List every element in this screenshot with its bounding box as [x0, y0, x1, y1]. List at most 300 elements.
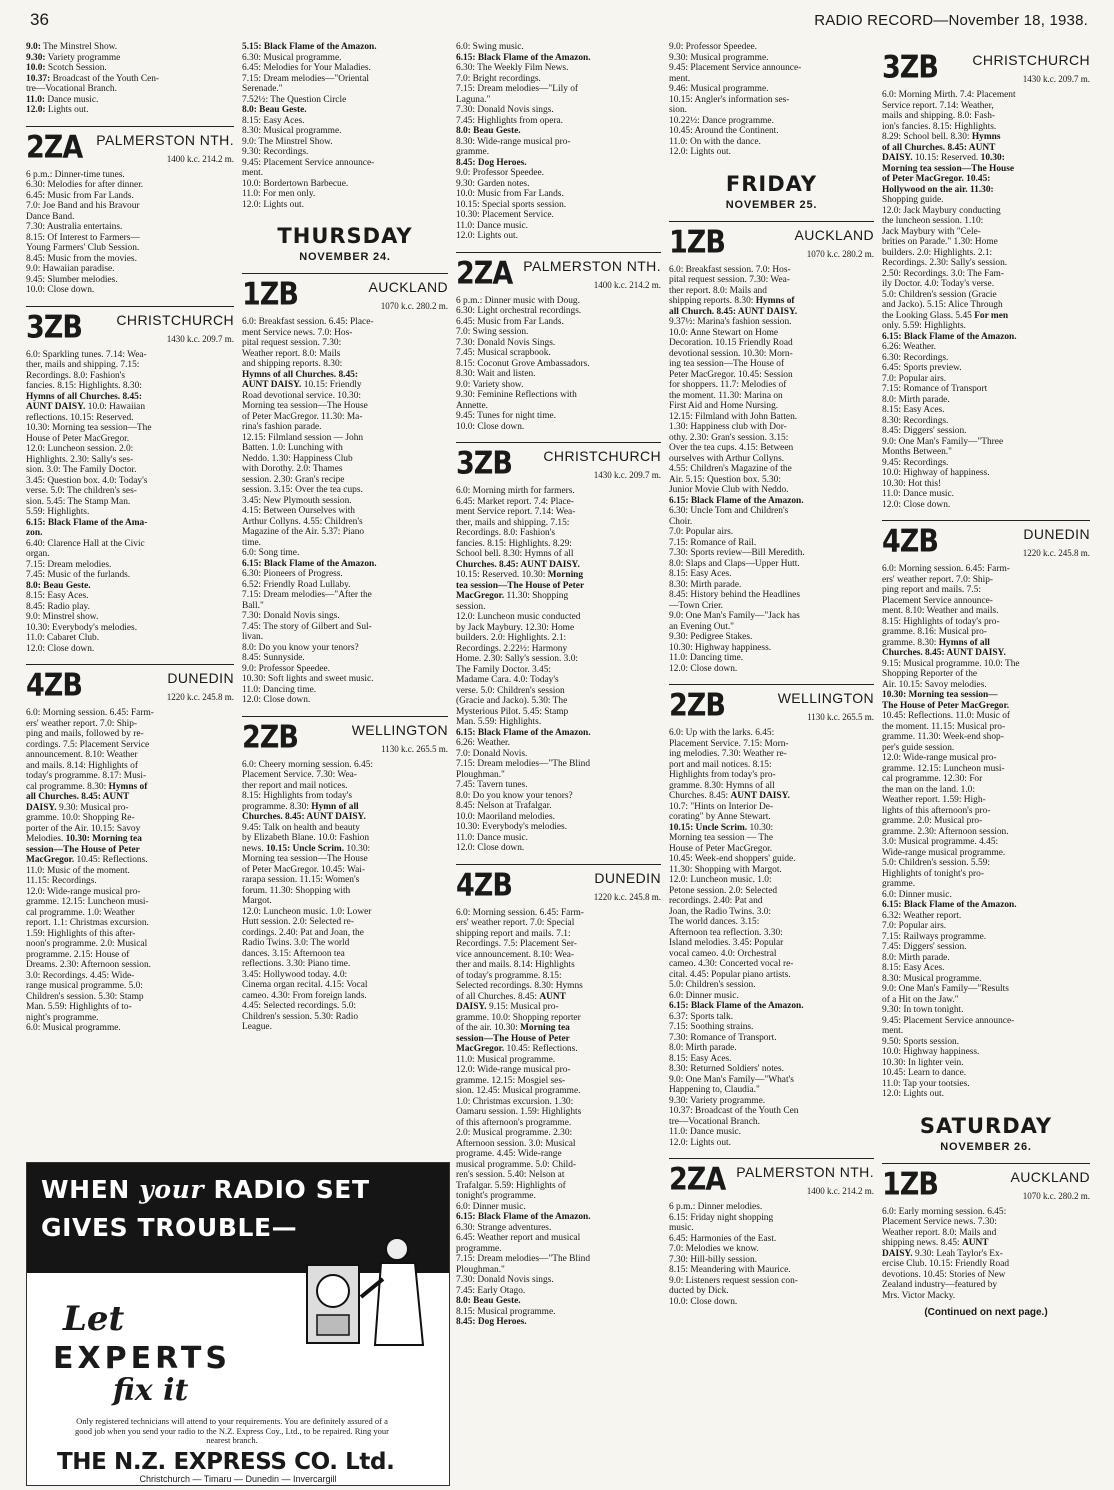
schedule-line: 12.0: Close down.	[242, 695, 311, 705]
schedule-line: House of Peter MacGregor.	[26, 433, 130, 444]
schedule-line: of all Churches. 8.45: AUNT	[882, 142, 996, 153]
schedule-line: Choir.	[669, 516, 693, 527]
station-rule	[26, 126, 234, 127]
schedule-line: Hollywood on the air. 11.30:	[882, 184, 994, 195]
ad-let: Let	[63, 1299, 125, 1339]
schedule-line: pital request session. 7.30:	[242, 338, 342, 348]
station-callsign: 2ZA	[26, 129, 83, 165]
station-header	[882, 520, 1090, 558]
schedule-line: 5.15: Black Flame of the Amazon.	[242, 42, 377, 52]
schedule-line: 1.59: Highlights of this after-	[26, 928, 136, 939]
station-city: AUCKLAND	[1010, 1168, 1090, 1185]
schedule-line: 6.15: Black Flame of the Ama-	[26, 517, 148, 528]
schedule-line: Placement Service news. 7.30:	[882, 1217, 997, 1227]
station-rule	[26, 664, 234, 665]
schedule-line: 12.0: Lights out.	[26, 105, 89, 115]
schedule-line: ping and mails, followed by re-	[26, 729, 144, 739]
schedule-line: 8.0: Beau Geste.	[242, 105, 307, 115]
schedule-line: 6.0: Morning Mirth. 7.4: Placement	[882, 90, 1016, 100]
schedule-line: 6.45: Music from Far Lands.	[26, 190, 134, 201]
schedule-line: Recordings. 8.0: Fashion's	[456, 528, 556, 538]
station-header	[26, 664, 234, 702]
schedule-line: programme.	[456, 1243, 502, 1254]
schedule-line: Air. 10.15: Savoy melodies.	[882, 679, 987, 690]
schedule-line: 10.30: Placement Service.	[456, 210, 554, 220]
schedule-line: gramme. 2.30: Afternoon session.	[882, 826, 1009, 837]
schedule-line: Magazine of the Air. 5.37: Piano	[242, 527, 365, 537]
schedule-line: 9.45: Placement Service announce-	[669, 63, 802, 73]
schedule-line: 11.0: Dance music.	[456, 832, 529, 843]
station-header	[882, 49, 1090, 86]
station-info	[543, 448, 661, 480]
schedule-line: vice announcement. 8.10: Wea-	[456, 949, 575, 960]
schedule-line: Road devotional service. 10.30:	[242, 390, 361, 401]
schedule-line: Jack Maybury with "Cele-	[882, 226, 981, 237]
schedule-line: 7.15: Dream melodies—"Lily of	[456, 84, 579, 94]
station-info	[167, 670, 234, 702]
schedule-line: only. 5.59: Highlights.	[882, 321, 967, 331]
schedule-line: porter of the Air. 10.15: Savoy	[26, 823, 141, 834]
schedule-line: 9.0: The Minstrel Show.	[242, 136, 333, 147]
schedule-line: Churches. 8.45: AUNT DAISY.	[456, 559, 580, 570]
schedule-line: Junior Movie Club with Neddo.	[669, 485, 789, 495]
schedule-line: Afternoon session. 3.0: Musical	[456, 1138, 576, 1149]
station-rule	[669, 1158, 874, 1159]
station-city: WELLINGTON	[777, 690, 874, 706]
schedule-line: ment.	[882, 1026, 904, 1036]
schedule-line: Arthur Collyns. 4.55: Children's	[242, 516, 363, 527]
station-header	[456, 252, 661, 290]
station-row	[456, 255, 661, 291]
schedule-line: an Evening Out."	[669, 621, 735, 632]
schedule-line: 11.0: Dance music.	[26, 94, 99, 105]
schedule-line: gramme.	[882, 879, 916, 889]
schedule-line: verse. 5.0: Children's session	[456, 685, 565, 696]
schedule-line: for shoppers. 11.7: Melodies of	[669, 380, 787, 390]
schedule-line: 9.0: One Man's Family—"Three	[882, 436, 1004, 447]
schedule-line: tre—Vocational Branch.	[26, 84, 117, 94]
schedule-line: 6.0: Song time.	[242, 548, 300, 558]
schedule-line: Mrs. Victor Macky.	[882, 1290, 956, 1301]
schedule-line: Churches. 8.45: AUNT DAISY.	[242, 812, 366, 822]
station-callsign: 1ZB	[242, 276, 298, 313]
schedule-line: 8.30: Returned Soldiers' notes.	[669, 1064, 784, 1074]
schedule-line: 6.15: Black Flame of the Amazon.	[242, 558, 377, 569]
schedule-line: 6.30: Uncle Tom and Children's	[669, 506, 789, 516]
schedule-line: Placement Service. 7.30: Wea-	[242, 770, 357, 780]
schedule-line: rina's fashion parade.	[242, 422, 322, 432]
day-date: NOVEMBER 24.	[299, 251, 391, 263]
schedule-line: gramme. 12.15: Luncheon musi-	[882, 763, 1005, 774]
schedule-line: 10.0: Maoriland melodies.	[456, 811, 555, 822]
station-header	[456, 864, 661, 902]
schedule-line: announcement. 8.10: Weather	[26, 750, 138, 760]
schedule-line: 11.0: Dance music.	[456, 220, 529, 231]
schedule-line: Highlights of tonight's pro-	[882, 868, 984, 879]
schedule-line: 10.37: Broadcast of the Youth Cen	[669, 1106, 799, 1116]
schedule-line: news. 10.15: Uncle Scrim. 10.30:	[242, 843, 371, 854]
station-row	[242, 276, 448, 313]
schedule-line: 10.0: Close down.	[26, 285, 95, 295]
station-row	[669, 687, 874, 724]
schedule-line: 12.0: Lights out.	[669, 1137, 731, 1148]
schedule-line: Island melodies. 3.45: Popular	[669, 938, 784, 948]
schedule-line: 7.30: Sports review—Bill Meredith.	[669, 548, 805, 558]
schedule-line: 8.0: Beau Geste.	[456, 126, 521, 136]
schedule-line: gramme. 2.0: Musical pro-	[882, 816, 983, 826]
schedule-line: 7.45: Tavern tunes.	[456, 780, 528, 790]
schedule-line: 8.15: Easy Aces.	[26, 591, 89, 601]
schedule-line: 6.0: Dinner music.	[882, 889, 952, 900]
schedule-line: Hymns of all Churches. 8.45:	[242, 369, 358, 380]
station-frequency: 1130 k.c. 265.5 m.	[807, 712, 874, 722]
schedule-line: corating" by Anne Stewart.	[669, 812, 771, 822]
schedule-line: gramme. 8.30: Hymns of all	[669, 780, 775, 791]
schedule-line: 8.0: Do you know your tenors?	[242, 642, 359, 653]
schedule-line: 8.0: Do you know your tenors?	[456, 790, 573, 801]
schedule-line: Dance Band.	[26, 211, 75, 222]
schedule-line: ourselves with Arthur Collyns.	[669, 453, 785, 464]
schedule-line: Radio Twins. 3.0: The world	[242, 938, 350, 948]
day-heading	[669, 172, 874, 211]
schedule-line: programme. 8.30: Hymn of all	[242, 801, 359, 812]
station-frequency: 1400 k.c. 214.2 m.	[806, 1186, 874, 1196]
schedule-line: session—The House of Peter	[456, 1033, 570, 1044]
station-header	[669, 684, 874, 722]
station-info	[1011, 1169, 1090, 1201]
schedule-line: of a Hit on the Jaw."	[882, 994, 959, 1005]
station-callsign: 4ZB	[882, 523, 938, 560]
schedule-line: 8.15: Easy Aces.	[882, 405, 945, 415]
schedule-line: 6.15: Black Flame of the Amazon.	[456, 727, 591, 738]
schedule-line: 6.0: Up with the larks. 6.45:	[669, 728, 775, 738]
schedule-line: 8.45: Sunnyside.	[242, 653, 305, 663]
schedule-line: fancies. 8.15: Highlights. 8.30:	[26, 381, 142, 391]
station-header	[456, 442, 661, 480]
schedule-line: 12.0: Luncheon music. 1.0: Lower	[242, 906, 372, 917]
schedule-line: 9.30: In town tonight.	[882, 1005, 964, 1015]
schedule-line: today's programme. 8.17: Musi-	[26, 771, 147, 781]
station-frequency: 1070 k.c. 280.2 m.	[1022, 1190, 1090, 1201]
ad-word-radio-set: RADIO SET	[213, 1175, 370, 1204]
schedule-line: League.	[242, 1022, 272, 1032]
station-callsign: 2ZA	[669, 1161, 726, 1198]
station-city: CHRISTCHURCH	[116, 311, 234, 328]
schedule-line: 12.0: Wide-range musical pro-	[882, 753, 997, 763]
station-callsign: 4ZB	[456, 867, 512, 903]
schedule-line: 8.45: Diggers' session.	[882, 426, 967, 436]
schedule-line: —Town Crier.	[669, 600, 724, 611]
station-row	[26, 667, 234, 704]
station-callsign: 1ZB	[669, 224, 725, 260]
page-number: 36	[30, 10, 49, 29]
schedule-line: 2.0: Musical programme. 2.30:	[456, 1128, 573, 1138]
schedule-line: Morning tea session—The House	[882, 163, 1015, 174]
schedule-line: Highlights from today's pro-	[669, 770, 776, 780]
schedule-line: 7.15: Railways programme.	[882, 931, 987, 942]
schedule-line: ther report and mail notices.	[242, 780, 348, 791]
schedule-line: 7.0: Joe Band and his Bravour	[26, 201, 140, 211]
schedule-line: devotions. 10.45: Stories of New	[882, 1269, 1006, 1280]
schedule-line: 6.30: The Weekly Film News.	[456, 63, 569, 73]
schedule-line: Air. 5.15: Question box. 5.30:	[669, 474, 781, 485]
schedule-line: 7.0: Donald Novis.	[456, 748, 528, 759]
schedule-line: Happening to, Claudia."	[669, 1085, 760, 1095]
schedule-line: ther and mails. 8.14: Highlights	[456, 960, 575, 970]
advertisement	[26, 1162, 450, 1486]
schedule-line: Madame Cara. 4.0: Today's	[456, 675, 559, 685]
schedule-line: 9.45: Slumber melodies.	[26, 274, 118, 285]
schedule-line: ment Service news. 7.0: Hos-	[242, 327, 353, 338]
schedule-line: 10.15: Uncle Scrim. 10.30:	[669, 822, 774, 833]
schedule-line: 12.0: Jack Maybury conducting	[882, 205, 1001, 216]
station-frequency: 1430 k.c. 209.7 m.	[166, 333, 234, 344]
station-info	[523, 258, 661, 290]
schedule-line: cameo. 4.30: From foreign lands.	[242, 990, 367, 1001]
station-rule	[242, 716, 448, 717]
schedule-line: shipping reports. 8.30: Hymns of	[669, 296, 795, 306]
schedule-line: by Elizabeth Blane. 10.0: Fashion	[242, 833, 370, 843]
schedule-line: ily Doctor. 4.0: Today's verse.	[882, 279, 995, 289]
schedule-line: 8.15: Easy Aces.	[242, 115, 305, 126]
schedule-line: 6 p.m.: Dinner music with Doug.	[456, 295, 580, 306]
station-callsign: 3ZB	[882, 49, 938, 86]
schedule-line: tre—Vocational Branch.	[669, 1116, 760, 1127]
ad-experts: EXPERTS	[53, 1341, 231, 1376]
station-city: PALMERSTON NTH.	[96, 131, 234, 148]
schedule-line: 6.26: Weather.	[882, 342, 937, 352]
schedule-line: Young Farmers' Club Session.	[26, 243, 140, 253]
schedule-line: ercise Club. 10.15: Friendly Road	[882, 1259, 1010, 1269]
schedule-line: 8.30: Musical programme.	[242, 126, 342, 136]
schedule-line: 8.15: Meandering with Maurice.	[669, 1265, 791, 1275]
schedule-line: range musical programme. 5.0:	[26, 981, 143, 991]
day-title: THURSDAY	[277, 224, 413, 248]
schedule-line: devotional session. 10.30: Morn-	[669, 348, 793, 359]
schedule-line: of the air. 10.30: Morning tea	[456, 1023, 570, 1033]
schedule-line: Dreams. 2.30: Afternoon session.	[26, 960, 151, 970]
schedule-line: ing tea session—The House of	[669, 359, 785, 369]
schedule-line: 9.15: Musical programme. 10.0: The	[882, 658, 1020, 669]
station-info	[116, 312, 234, 344]
schedule-line: Shopping guide.	[882, 195, 944, 205]
schedule-line: 6.30: Musical programme.	[242, 52, 342, 63]
schedule-line: noon's programme. 2.0: Musical	[26, 939, 148, 949]
schedule-line: 6.0: Morning mirth for farmers.	[456, 486, 575, 496]
station-frequency: 1220 k.c. 245.8 m.	[593, 891, 661, 902]
ad-word-your: your	[139, 1175, 205, 1204]
schedule-line: 12.15: Filmland with John Batten.	[669, 411, 798, 422]
schedule-line: 10.0: Close down.	[456, 421, 525, 432]
schedule-line: 12.0: Luncheon music conducted	[456, 612, 581, 622]
station-frequency: 1130 k.c. 265.5 m.	[381, 743, 448, 754]
station-info	[972, 52, 1090, 84]
schedule-line: 6.0: Morning session. 6.45: Farm-	[456, 907, 584, 918]
schedule-line: Morning tea session — The	[669, 833, 773, 843]
station-header	[242, 716, 448, 754]
station-city: WELLINGTON	[351, 721, 448, 738]
schedule-line: of this afternoon's programme.	[456, 1117, 572, 1128]
schedule-line: 12.0: Luncheon music. 1.0:	[669, 875, 772, 885]
technician-illustration	[277, 1235, 447, 1355]
schedule-line: 2.50: Recordings. 3.0: The Fam-	[882, 268, 1004, 279]
station-city: AUCKLAND	[368, 279, 448, 295]
station-info	[795, 227, 874, 259]
station-callsign: 4ZB	[26, 667, 82, 704]
schedule-line: ment.	[242, 168, 264, 178]
schedule-line: DAISY. 9.15: Musical pro-	[456, 1002, 559, 1012]
schedule-line: brities on Parade." 1.30: Home	[882, 237, 998, 247]
schedule-line: sion. 12.45: Musical programme.	[456, 1086, 581, 1096]
schedule-line: Recordings. 8.0: Fashion's	[26, 370, 126, 381]
schedule-line: 8.15: Musical programme.	[456, 1306, 556, 1317]
ad-branch-list: Christchurch — Timaru — Dunedin — Invercargill	[139, 1474, 337, 1484]
ad-body-text: Only registered technicians will attend to your requirements. You are definitely assured of a good job when you send your radio to the N.Z. Express Coy., Ltd., to be repaired. Ring your nearest branch.	[75, 1416, 389, 1445]
schedule-line: 7.52½: The Question Circle	[242, 94, 347, 105]
schedule-line: 3.0: Musical programme. 4.45:	[882, 837, 999, 847]
schedule-line: 9.45: Placement Service announce-	[242, 157, 375, 168]
schedule-line: tea session—The House of Peter	[456, 580, 585, 591]
schedule-line: The Family Doctor. 3.45:	[456, 664, 552, 675]
schedule-line: 7.15: Romance of Rail.	[669, 537, 757, 548]
schedule-line: of Peter MacGregor. 11.30: Ma-	[242, 411, 363, 422]
schedule-line: 11.15: Recordings.	[26, 876, 97, 886]
schedule-line: and Jacko). 5.15: Alice Through	[882, 300, 1003, 310]
schedule-line: tonight's programme.	[456, 1191, 536, 1201]
schedule-line: Churches. 8.45: AUNT DAISY.	[882, 648, 1006, 658]
station-frequency: 1220 k.c. 245.8 m.	[1022, 548, 1090, 558]
schedule-line: Hymns of all Churches. 8.45:	[26, 391, 142, 402]
schedule-line: session. 3.15: Over the tea cups.	[242, 485, 363, 495]
schedule-line: 11.0: Dance music.	[882, 489, 955, 499]
schedule-line: 10.30: Everybody's melodies.	[26, 622, 138, 633]
schedule-line: cal programme. 8.30: Hymns of	[26, 781, 148, 792]
schedule-line: 8.15: Coconut Grove Ambassadors.	[456, 358, 590, 369]
day-title: FRIDAY	[725, 171, 818, 196]
schedule-line: of Peter MacGregor. 10.45:	[882, 174, 991, 184]
schedule-line: 10.30: Soft lights and sweet music.	[242, 674, 374, 684]
schedule-line: 9.0: One Man's Family—"Results	[882, 984, 1009, 994]
schedule-line: Batten. 1.0: Lunching with	[242, 443, 343, 453]
schedule-line: ment Service report. 7.14: Wea-	[456, 507, 576, 517]
schedule-line: 5.0: Children's session (Gracie	[882, 289, 997, 300]
station-frequency: 1220 k.c. 245.8 m.	[166, 692, 234, 702]
schedule-line: 8.0: Mirth parade.	[669, 1043, 737, 1053]
station-row	[669, 1161, 874, 1198]
station-callsign: 3ZB	[456, 445, 512, 482]
schedule-line: ther report. 8.0: Mails and	[669, 285, 767, 296]
schedule-line: sion. 3.0: The Family Doctor.	[26, 465, 137, 475]
schedule-line: othy. 2.30: Gran's session. 3.15:	[669, 432, 789, 443]
schedule-line: 10.15: Reserved. 10.30: Morning	[456, 570, 584, 580]
schedule-line: 11.0: Musical programme.	[456, 1054, 556, 1065]
schedule-line: 6.0: Morning session. 6.45: Farm-	[882, 564, 1010, 574]
station-info	[1023, 526, 1090, 558]
ad-headline-1	[41, 1175, 370, 1204]
schedule-line: Melodies. 10.30: Morning tea	[26, 834, 142, 844]
day-date: NOVEMBER 25.	[725, 198, 818, 211]
schedule-line: 9.30: Garden notes.	[456, 178, 530, 189]
schedule-line: 10.45: Around the Continent.	[669, 126, 779, 136]
schedule-line: forum. 11.30: Shopping with	[242, 885, 351, 896]
schedule-line: 1.30: Happiness club with Dor-	[669, 422, 787, 432]
schedule-line: AUNT DAISY. 10.15: Friendly	[242, 380, 362, 390]
schedule-line: 12.15: Filmland session — John	[242, 432, 364, 443]
schedule-line: the luncheon session. 1.10:	[882, 216, 984, 226]
schedule-line: 10.30: Everybody's melodies.	[456, 822, 568, 832]
day-date: NOVEMBER 26.	[940, 1140, 1032, 1153]
schedule-line: sion. 5.45: The Stamp Man.	[26, 496, 131, 507]
station-city: PALMERSTON NTH.	[736, 1164, 874, 1180]
schedule-line: gramme.	[456, 147, 490, 157]
schedule-line: 7.45: Highlights from opera.	[456, 115, 564, 126]
schedule-line: 12.0: Lights out.	[456, 231, 518, 241]
schedule-line: the moment. 11.15: Musical pro-	[882, 721, 1006, 732]
schedule-line: rarapa session. 11.15: Women's	[242, 875, 360, 885]
schedule-line: music.	[669, 1223, 694, 1233]
schedule-line: Mysterious Pilot. 5.45: Stamp	[456, 706, 569, 717]
schedule-line: 10.45: Reflections. 11.0: Music of	[882, 711, 1011, 721]
schedule-line: 8.30: Musical programme.	[882, 973, 982, 984]
schedule-line: 4.15: Between Ourselves with	[242, 506, 355, 516]
schedule-line: Zealand industry—featured by	[882, 1280, 998, 1290]
schedule-line: Highlights. 2.30: Sally's ses-	[26, 454, 134, 465]
schedule-line: House of Peter MacGregor.	[669, 843, 773, 854]
station-callsign: 1ZB	[882, 1166, 938, 1202]
station-row	[882, 523, 1090, 560]
schedule-line: the Looking Glass. 5.45 For men	[882, 310, 1009, 321]
station-rule	[882, 520, 1090, 521]
schedule-line: 12.0: Close down.	[882, 499, 951, 510]
schedule-line: 8.15: Easy Aces.	[669, 1053, 732, 1064]
schedule-line: gramme. 8.30: Hymns of all	[882, 637, 990, 648]
schedule-line: cal programme. 12.30: For	[882, 774, 983, 784]
schedule-line: 11.0: For men only.	[242, 189, 316, 199]
schedule-line: 6.0: Dinner music.	[456, 1201, 526, 1212]
schedule-line: 10.15: Angler's information ses-	[669, 94, 790, 105]
schedule-line: Children's session. 5.30: Stamp	[26, 991, 144, 1002]
schedule-line: ers' weather report. 7.0: Ship-	[882, 574, 994, 585]
schedule-line: Trafalgar. 5.59: Highlights of	[456, 1180, 566, 1191]
schedule-line: 7.0: Melodies we know.	[669, 1244, 759, 1254]
schedule-line: The House of Peter MacGregor.	[882, 700, 1010, 711]
schedule-line: 5.0: Children's session.	[669, 980, 756, 990]
schedule-line: 10.45: Week-end shoppers' guide.	[669, 854, 796, 864]
schedule-line: gramme. 11.30: Week-end shop-	[882, 732, 1004, 742]
station-frequency: 1070 k.c. 280.2 m.	[380, 301, 448, 311]
schedule-line: First Aid and Home Nursing.	[669, 401, 779, 411]
schedule-line: 10.0: Scotch Session.	[26, 63, 107, 73]
schedule-line: 8.0: Mirth parade.	[882, 952, 950, 963]
schedule-line: 6.45: Market report. 7.4: Place-	[456, 496, 574, 507]
schedule-line: all Churches. 8.45: AUNT	[26, 792, 130, 802]
schedule-line: port and mail notices. 8.15:	[669, 759, 772, 770]
schedule-line: 8.29: School bell. 8.30: Hymns	[882, 132, 1001, 142]
schedule-line: 10.0: Anne Stewart on Home	[669, 327, 779, 338]
schedule-line: 7.30: Donald Novis sings.	[456, 105, 554, 115]
station-row	[882, 1166, 1090, 1202]
ad-fix-it: fix it	[113, 1373, 189, 1408]
station-rule	[882, 1163, 1090, 1164]
schedule-line: Cinema organ recital. 4.15: Vocal	[242, 980, 368, 990]
schedule-line: 6.15: Black Flame of the Amazon.	[669, 495, 804, 506]
station-callsign: 2ZB	[242, 719, 298, 755]
schedule-line: gramme. 10.0: Shopping Re-	[26, 813, 135, 823]
station-header	[242, 273, 448, 311]
schedule-line: 10.30: Morning tea session—The	[26, 423, 152, 433]
schedule-line: 8.45: Nelson at Trafalgar.	[456, 801, 552, 811]
station-city: DUNEDIN	[167, 670, 234, 686]
